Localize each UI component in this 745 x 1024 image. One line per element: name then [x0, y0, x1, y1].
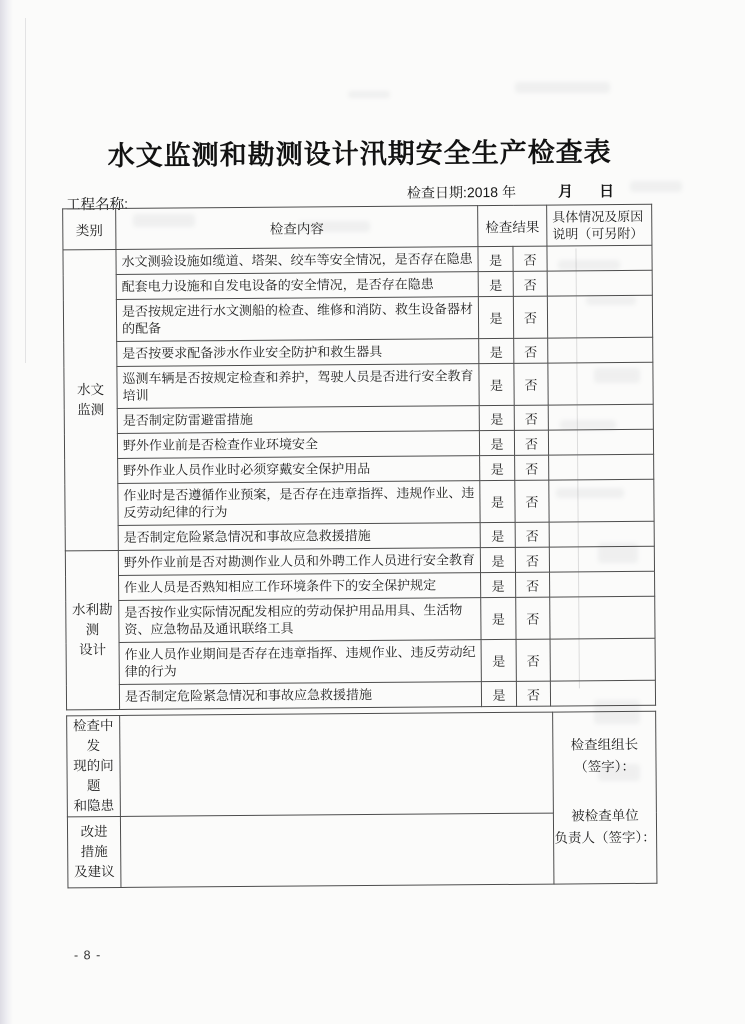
- yes-option: 是: [480, 480, 515, 522]
- issues-content-area: [120, 712, 554, 816]
- check-item-text: 作业人员作业期间是否存在违章指挥、违规作业、违反劳动纪律的行为: [119, 640, 481, 685]
- remark-cell: [548, 337, 653, 363]
- yes-option: 是: [481, 681, 516, 706]
- no-option: 否: [515, 522, 549, 547]
- check-item-text: 作业人员是否熟知相应工作环境条件下的安全保护规定: [119, 573, 481, 601]
- check-item-text: 是否制定危险紧急情况和事故应急救援措施: [119, 682, 481, 710]
- issues-row: [67, 711, 657, 817]
- yes-option: 是: [481, 597, 516, 639]
- no-option: 否: [514, 338, 548, 363]
- improvements-label: 改进 措施 及建议: [67, 816, 121, 887]
- check-item-text: 巡测车辆是否按规定检查和养护，驾驶人员是否进行安全教育培训: [117, 364, 479, 409]
- date-year-value: 2018: [466, 183, 499, 201]
- signature-cell: [553, 711, 657, 884]
- checklist-row: [66, 680, 655, 710]
- remark-cell: [547, 270, 652, 296]
- yes-option: 是: [478, 296, 513, 338]
- check-item-text: 野外作业人员作业时必须穿戴安全保护用品: [118, 456, 480, 484]
- yes-option: 是: [481, 639, 516, 681]
- header-remark: 具体情况及原因说明（可另附）: [547, 204, 652, 246]
- header-content: 检查内容: [116, 206, 478, 250]
- checklist-body: [63, 245, 656, 710]
- checklist-row: [65, 479, 654, 526]
- check-item-text: 是否制定危险紧急情况和事故应急救援措施: [118, 523, 480, 551]
- remark-cell: [547, 295, 652, 338]
- header-result: 检查结果: [478, 205, 547, 247]
- check-item-text: 野外作业前是否对勘测作业人员和外聘工作人员进行安全教育: [118, 548, 480, 576]
- checklist-row: [66, 638, 655, 685]
- header-row: [63, 204, 652, 250]
- no-option: 否: [515, 480, 549, 522]
- no-option: 否: [516, 572, 550, 597]
- check-item-text: 是否按要求配备涉水作业安全防护和救生器具: [117, 339, 479, 367]
- remark-cell: [548, 429, 653, 455]
- remark-cell: [548, 362, 653, 405]
- yes-option: 是: [478, 271, 513, 296]
- inspection-table: [62, 204, 656, 711]
- date-label: 检查日期:: [406, 184, 467, 201]
- check-item-text: 野外作业前是否检查作业环境安全: [117, 431, 479, 459]
- no-option: 否: [513, 271, 547, 296]
- yes-option: 是: [479, 430, 514, 455]
- issues-label: 检查中发 现的问题 和隐患: [67, 715, 121, 816]
- remark-cell: [549, 479, 654, 522]
- remark-cell: [547, 245, 652, 271]
- yes-option: 是: [481, 572, 516, 597]
- remark-cell: [550, 638, 655, 681]
- date-year-unit: 年: [502, 183, 517, 200]
- remark-cell: [549, 521, 654, 547]
- leader-signature-label: 检查组组长 （签字）：: [570, 736, 639, 775]
- no-option: 否: [514, 405, 548, 430]
- checklist-row: [63, 295, 652, 342]
- yes-option: 是: [479, 405, 514, 430]
- remark-cell: [549, 454, 654, 480]
- no-option: 否: [516, 639, 550, 681]
- yes-option: 是: [480, 522, 515, 547]
- header-category: 类别: [63, 208, 116, 249]
- no-option: 否: [515, 547, 549, 572]
- no-option: 否: [514, 363, 548, 405]
- unit-signature-label: 被检查单位 负责人（签字）：: [554, 807, 656, 846]
- no-option: 否: [515, 455, 549, 480]
- category-cell: 水文 监测: [63, 249, 118, 550]
- form-title: 水文监测和勘测设计汛期安全生产检查表: [107, 137, 612, 172]
- remark-cell: [550, 596, 655, 639]
- no-option: 否: [513, 296, 547, 338]
- inspection-date: [407, 180, 614, 203]
- yes-option: 是: [480, 455, 515, 480]
- no-option: 否: [513, 246, 547, 271]
- form-tables: [62, 204, 656, 889]
- date-month-unit: 月: [558, 183, 574, 201]
- check-item-text: 是否按作业实际情况配发相应的劳动保护用品用具、生活物资、应急物品及通讯联络工具: [119, 598, 481, 643]
- project-name-label: 工程名称:: [66, 196, 129, 214]
- checklist-row: [66, 596, 655, 643]
- yes-option: 是: [479, 363, 514, 405]
- no-option: 否: [516, 597, 550, 639]
- check-item-text: 配套电力设施和自发电设备的安全情况，是否存在隐患: [116, 272, 478, 300]
- remark-cell: [550, 680, 655, 706]
- yes-option: 是: [479, 338, 514, 363]
- checklist-row: [64, 362, 653, 409]
- remark-cell: [549, 546, 654, 572]
- yes-option: 是: [478, 246, 513, 271]
- yes-option: 是: [480, 547, 515, 572]
- footer-table: [66, 711, 657, 889]
- category-cell: 水利勘测 设计: [65, 550, 119, 709]
- page-number: - 8 -: [73, 948, 102, 963]
- no-option: 否: [516, 681, 550, 706]
- remark-cell: [550, 571, 655, 597]
- check-item-text: 是否制定防雷避雷措施: [117, 406, 479, 434]
- no-option: 否: [514, 430, 548, 455]
- check-item-text: 作业时是否遵循作业预案，是否存在违章指挥、违规作业、违反劳动纪律的行为: [118, 481, 480, 526]
- date-day-unit: 日: [599, 183, 615, 201]
- check-item-text: 是否按规定进行水文测船的检查、维修和消防、救生设备器材的配备: [116, 297, 478, 342]
- check-item-text: 水文测验设施如缆道、塔架、绞车等安全情况，是否存在隐患: [116, 247, 478, 275]
- remark-cell: [548, 404, 653, 430]
- improvements-content-area: [120, 813, 554, 887]
